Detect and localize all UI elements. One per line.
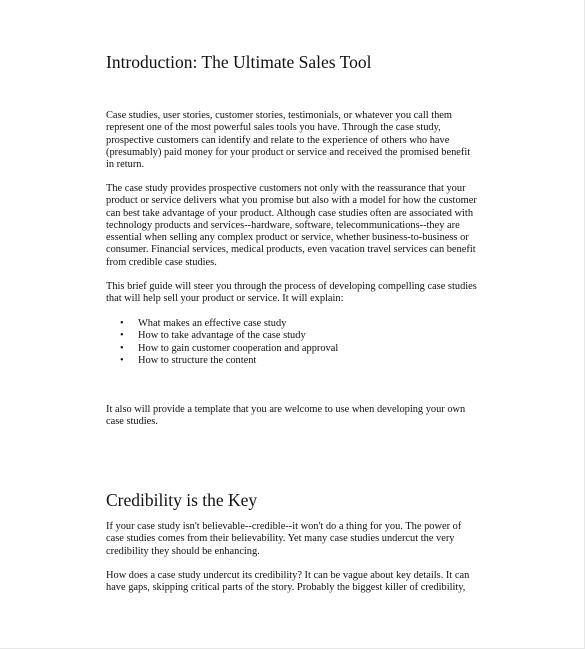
text-line: that will help sell your product or service. It will explain: xyxy=(106,293,344,305)
paragraph-template xyxy=(106,404,465,429)
text-line: case studies comes from their believability. Yet many case studies undercut the very xyxy=(106,533,455,545)
text-line: case studies. xyxy=(106,416,158,428)
text-line: This brief guide will steer you through the process of developing compelling case studies xyxy=(106,281,477,292)
bullet-icon: • xyxy=(120,318,124,329)
text-line: (presumably) paid money for your product or service and received the promised benefit xyxy=(106,146,471,158)
list-item-text: What makes an effective case study xyxy=(138,318,287,329)
list-item-text: How to gain customer cooperation and approval xyxy=(138,342,339,354)
text-line: It also will provide a template that you are welcome to use when developing your own xyxy=(106,404,466,415)
paragraph-guide xyxy=(106,281,477,306)
text-line: from credible case studies. xyxy=(106,256,217,268)
bullet-icon: • xyxy=(120,330,124,342)
text-line: product or service delivers what you promise but also with a model for how the customer xyxy=(106,195,477,207)
paragraph-intro xyxy=(106,110,470,171)
text-line: in return. xyxy=(106,159,145,171)
paragraph-credibility xyxy=(106,521,461,558)
bullet-icon: • xyxy=(120,342,124,354)
text-line: Case studies, user stories, customer stories, testimonials, or whatever you call them xyxy=(106,110,452,121)
bullet-list xyxy=(120,318,338,368)
bullet-icon: • xyxy=(120,355,124,367)
text-line: have gaps, skipping critical parts of the story. Probably the biggest killer of credibility, xyxy=(106,582,466,594)
text-line: consumer. Financial services, medical products, even vacation travel services can benefit xyxy=(106,244,476,256)
list-item-text: How to structure the content xyxy=(138,355,257,367)
list-item-text: How to take advantage of the case study xyxy=(138,330,306,342)
text-line: technology products and services--hardware, software, telecommunications--they are xyxy=(106,219,460,231)
text-line: How does a case study undercut its credibility? It can be vague about key details. It can xyxy=(106,570,470,581)
text-line: essential when selling any complex product or service, whether business-to-business or xyxy=(106,232,469,244)
list-item xyxy=(120,318,338,330)
text-line: credibility they should be enhancing. xyxy=(106,545,260,557)
list-item xyxy=(120,355,338,367)
text-line: represent one of the most powerful sales tools you have. Through the case study, xyxy=(106,122,441,134)
paragraph-reassurance xyxy=(106,183,477,269)
list-item xyxy=(120,330,338,342)
paragraph-undercut xyxy=(106,570,469,595)
heading-credibility: Credibility is the Key xyxy=(106,490,258,510)
text-line: can best take advantage of your product. Although case studies often are associated with xyxy=(106,207,474,219)
list-item xyxy=(120,343,338,355)
text-line: prospective customers can identify and relate to the experience of others who have xyxy=(106,134,450,146)
heading-introduction: Introduction: The Ultimate Sales Tool xyxy=(106,52,372,72)
text-line: The case study provides prospective customers not only with the reassurance that your xyxy=(106,183,466,194)
text-line: If your case study isn't believable--credible--it won't do a thing for you. The power of xyxy=(106,521,462,532)
